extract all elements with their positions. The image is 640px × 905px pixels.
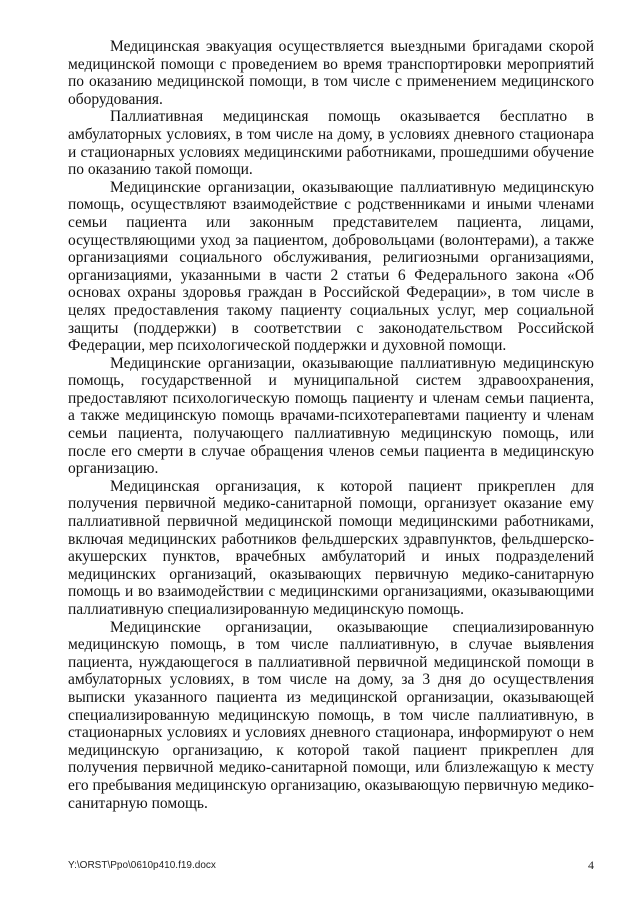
paragraph-cooperation-with-family: Медицинские организации, оказывающие паллиативную медицинскую помощь, осуществляют взаимодействие с родственниками и иными членами семьи пациента или законным представителем пациента, лицами, осуществляющими уход за пациентом, добровольцами (волонтерами), а также организациями социального обслуживания, религиозными организациями, организациями, указанными в части 2 статьи 6 Федерального закона «Об основах охраны здоровья граждан в Российской Федерации», в том числе в целях предоставления такому пациенту социальных услуг, мер социальной защиты (поддержки) в соответствии с законодательством Российской Федерации, мер психологической поддержки и духовной помощи.: [68, 178, 594, 355]
paragraph-primary-care-organization: Медицинская организация, к которой пациент прикреплен для получения первичной медико-санитарной помощи, организует оказание ему паллиативной первичной медицинской помощи медицинскими работниками, включая медицинских работников фельдшерских здравпунктов, фельдшерско-акушерских пунктов, врачебных амбулаторий и иных подразделений медицинских организаций, оказывающих первичную медико-санитарную помощь и во взаимодействии с медицинскими организациями, оказывающими паллиативную специализированную медицинскую помощь.: [68, 477, 594, 618]
paragraph-palliative-care-provision: Паллиативная медицинская помощь оказывается бесплатно в амбулаторных условиях, в том числе на дому, в условиях дневного стационара и стационарных условиях медицинскими работниками, прошедшими обучение по оказанию такой помощи.: [68, 108, 594, 179]
page-number: 4: [588, 858, 594, 872]
paragraph-medical-evacuation: Медицинская эвакуация осуществляется выездными бригадами скорой медицинской помощи с проведением во время транспортировки мероприятий по оказанию медицинской помощи, в том числе с применением медицинского оборудования.: [68, 38, 594, 108]
paragraph-psychological-help: Медицинские организации, оказывающие паллиативную медицинскую помощь, государственной и муниципальной систем здравоохранения, предоставляют психологическую помощь пациенту и членам семьи пациента, а также медицинскую помощь врачами-психотерапевтами пациенту и членам семьи пациента, получающего паллиативную медицинскую помощь, или после его смерти в случае обращения членов семьи пациента в медицинскую организацию.: [68, 354, 594, 478]
footer-file-path: Y:\ORST\Ppo\0610p410.f19.docx: [68, 860, 216, 871]
paragraph-specialized-care-notification: Медицинские организации, оказывающие специализированную медицинскую помощь, в том числе паллиативную, в случае выявления пациента, нуждающегося в паллиативной первичной медицинской помощи в амбулаторных условиях, в том числе на дому, за 3 дня до осуществления выписки указанного пациента из медицинской организации, оказывающей специализированную медицинскую помощь, в том числе паллиативную, в стационарных условиях и условиях дневного стационара, информируют о нем медицинскую организацию, к которой такой пациент прикреплен для получения первичной медико-санитарной помощи, или близлежащую к месту его пребывания медицинскую организацию, оказывающую первичную медико-санитарную помощь.: [68, 618, 594, 812]
document-body: [68, 38, 594, 812]
